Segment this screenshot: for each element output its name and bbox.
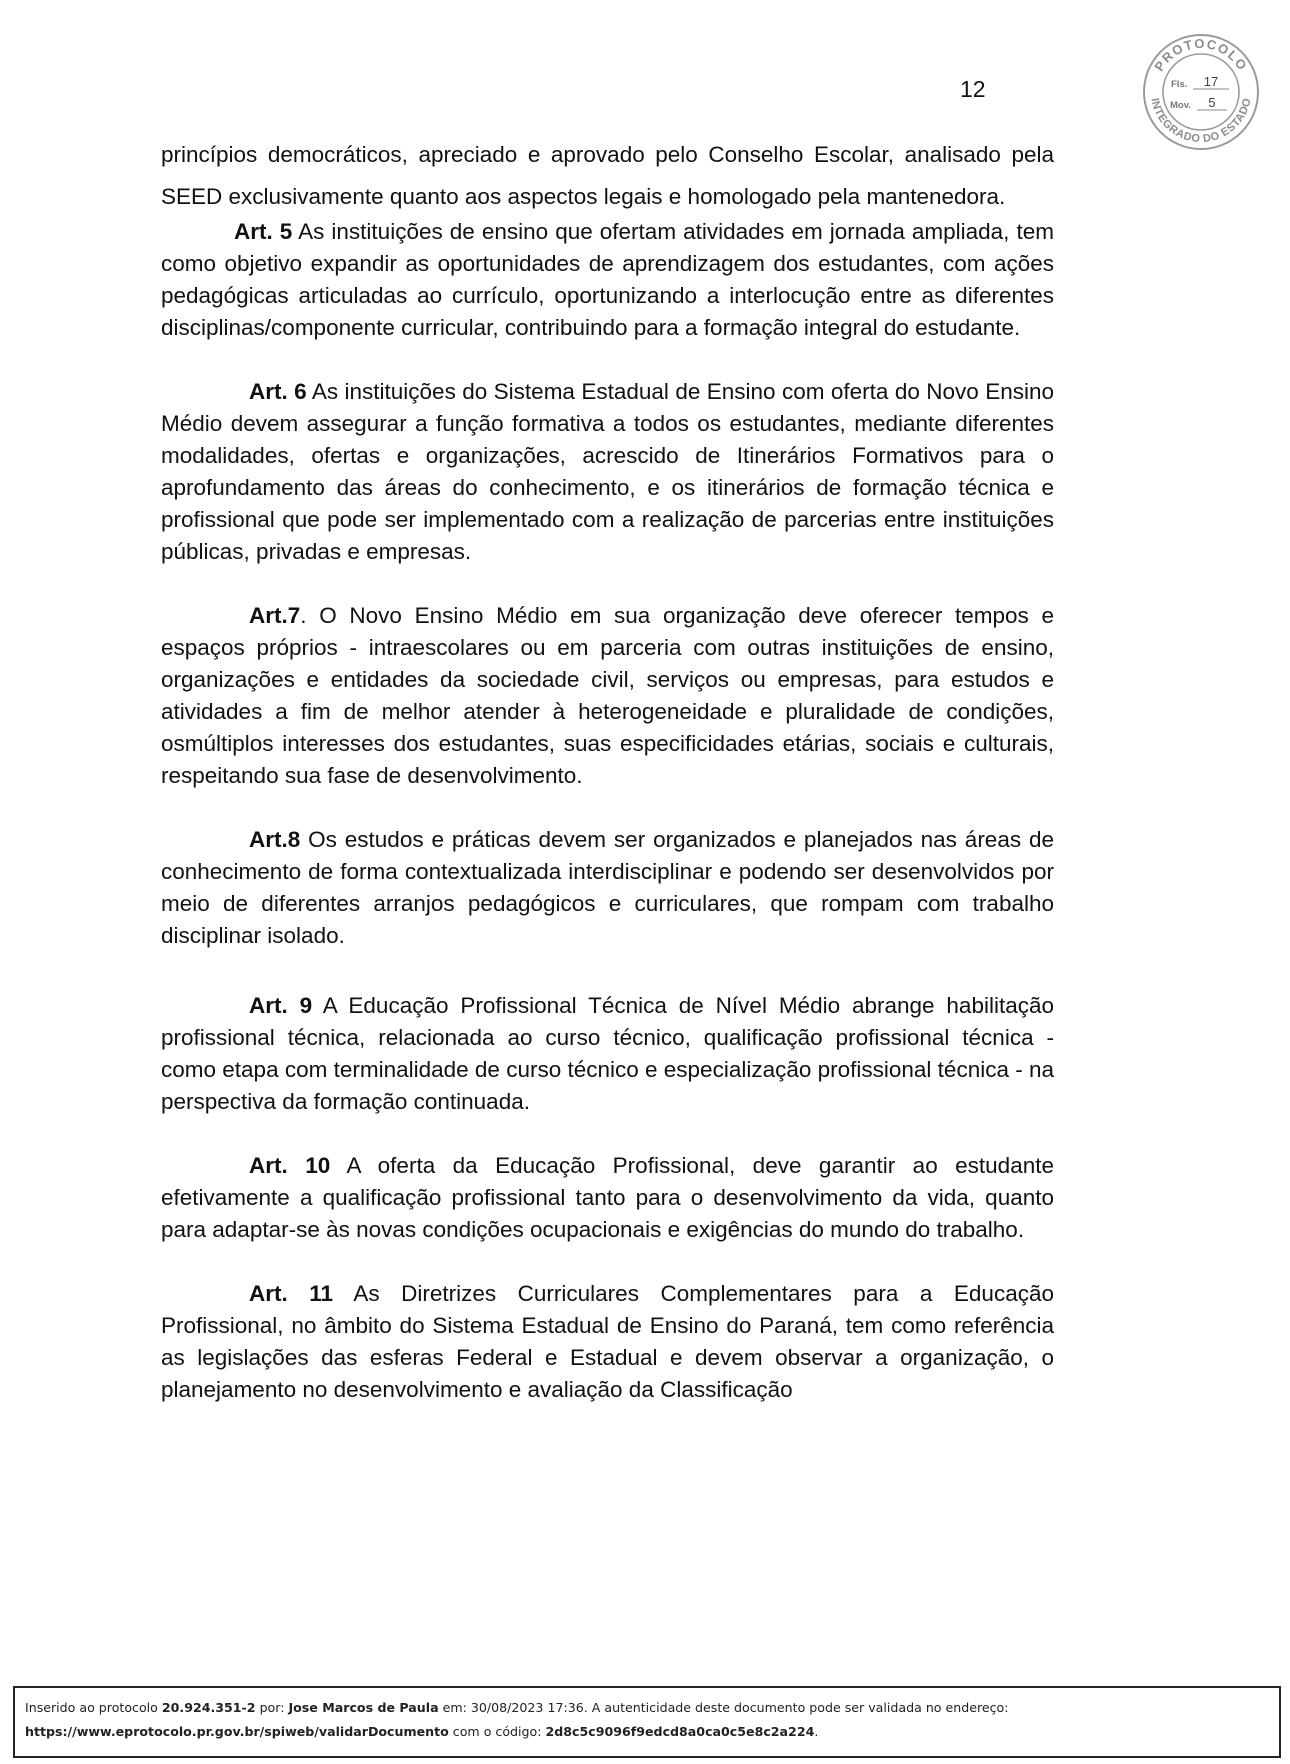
page-number: 12 — [960, 76, 986, 102]
article-10 — [161, 1150, 1054, 1246]
article-8 — [161, 824, 1054, 952]
article-5-text: As instituições de ensino que ofertam atividades em jornada ampliada, tem como objetivo expandir as oportunidades de aprendizagem dos estudantes, com ações pedagógicas articuladas ao currículo, oportunizando a interlocução entre as diferentes disciplinas/componente curricular, contribuindo para a formação integral do estudante. — [161, 219, 1054, 340]
article-5 — [161, 216, 1054, 344]
article-6-label: Art. 6 — [249, 379, 307, 404]
article-11 — [161, 1278, 1054, 1406]
footer-protocol-number: 20.924.351-2 — [161, 1700, 256, 1715]
stamp-ring-bottom: INTEGRADO DO ESTADO — [1148, 96, 1254, 146]
footer-text-1: Inserido ao protocolo — [25, 1700, 162, 1715]
article-11-text: As Diretrizes Curriculares Complementares para a Educação Profissional, no âmbito do Sistema Estadual de Ensino do Paraná, tem como referência as legislações das esferas Federal e Estadual e devem observar a organização, o planejamento no desenvolvimento e avaliação da Classificação — [161, 1281, 1054, 1402]
stamp-fls-label: Fls. — [1171, 79, 1188, 90]
article-8-text: Os estudos e práticas devem ser organizados e planejados nas áreas de conhecimento de forma contextualizada interdisciplinar e podendo ser desenvolvidos por meio de diferentes arranjos pedagógicos e curriculares, que rompam com trabalho disciplinar isolado. — [161, 827, 1054, 948]
svg-text:PROTOCOLO — [1151, 36, 1250, 74]
footer-text-2: por: — [255, 1700, 289, 1715]
footer-author: Jose Marcos de Paula — [288, 1700, 439, 1715]
authenticity-footer — [13, 1686, 1281, 1758]
article-8-label: Art.8 — [249, 827, 301, 852]
article-9 — [161, 990, 1054, 1118]
article-9-label: Art. 9 — [249, 993, 313, 1018]
stamp-mov-label: Mov. — [1170, 100, 1191, 111]
article-7-text: . O Novo Ensino Médio em sua organização deve oferecer tempos e espaços próprios - intraescolares ou em parceria com outras instituições de ensino, organizações e entidades da sociedade civil, serviços ou empresas, para estudos e atividades a fim de melhor atender à heterogeneidade e pluralidade de condições, osmúltiplos interesses dos estudantes, suas especificidades etárias, sociais e culturais, respeitando sua fase de desenvolvimento. — [161, 603, 1054, 788]
article-11-label: Art. 11 — [249, 1281, 334, 1306]
footer-text-4: com o código: — [448, 1724, 546, 1739]
article-6-text: As instituições do Sistema Estadual de Ensino com oferta do Novo Ensino Médio devem assegurar a função formativa a todos os estudantes, mediante diferentes modalidades, ofertas e organizações, acrescido de Itinerários Formativos para o aprofundamento das áreas do conhecimento, e os itinerários de formação técnica e profissional que pode ser implementado com a realização de parcerias entre instituições públicas, privadas e empresas. — [161, 379, 1055, 564]
article-9-text: A Educação Profissional Técnica de Nível Médio abrange habilitação profissional técnica, relacionada ao curso técnico, qualificação profissional técnica - como etapa com terminalidade de curso técnico e especialização profissional técnica - na perspectiva da formação continuada. — [161, 993, 1054, 1114]
article-10-text: A oferta da Educação Profissional, deve garantir ao estudante efetivamente a qualificação profissional tanto para o desenvolvimento da vida, quanto para adaptar-se às novas condições ocupacionais e exigências do mundo do trabalho. — [161, 1153, 1054, 1242]
footer-text-5: . — [814, 1724, 819, 1739]
stamp-fls-value: 17 — [1203, 74, 1219, 89]
footer-text-3: em: 30/08/2023 17:36. A autenticidade deste documento pode ser validada no endereço: — [438, 1700, 1009, 1715]
stamp-mov-value: 5 — [1208, 95, 1216, 110]
paragraph-intro: princípios democráticos, apreciado e aprovado pelo Conselho Escolar, analisado pela SEED exclusivamente quanto aos aspectos legais e homologado pela mantenedora. — [161, 142, 1054, 209]
protocol-stamp — [1141, 32, 1261, 152]
article-10-label: Art. 10 — [249, 1153, 331, 1178]
article-7 — [161, 600, 1054, 792]
footer-validation-code: 2d8c5c9096f9edcd8a0ca0c5e8c2a224 — [545, 1724, 815, 1739]
document-body — [161, 134, 1054, 1406]
stamp-ring-top: PROTOCOLO — [1151, 35, 1251, 74]
footer-validation-url[interactable]: https://www.eprotocolo.pr.gov.br/spiweb/validarDocumento — [25, 1724, 449, 1739]
article-7-label: Art.7 — [249, 603, 301, 628]
article-5-label: Art. 5 — [234, 219, 293, 244]
article-6 — [161, 376, 1054, 568]
